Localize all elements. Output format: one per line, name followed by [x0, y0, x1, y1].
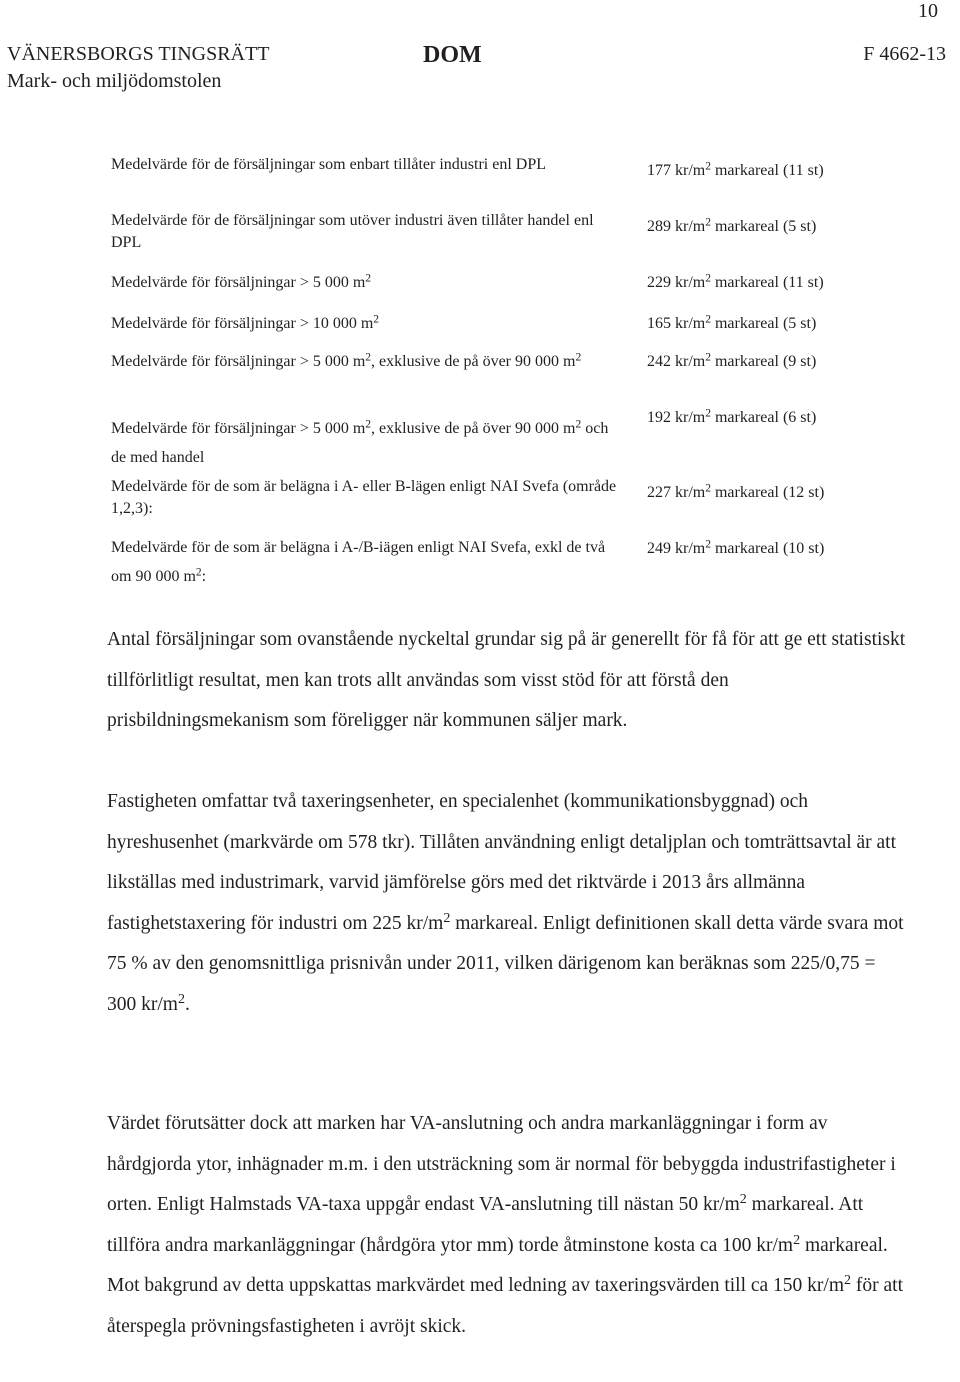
paragraph-text: Antal försäljningar som ovanstående nyckeltal grundar sig på är generellt för få för att ge ett statistiskt tillförlitligt resultat, men kan trots allt användas som visst stöd för att förstå den prisbildningsmekanism som föreligger när kommunen säljer mark. — [107, 629, 906, 731]
paragraph-valuation — [107, 1104, 907, 1347]
table-row-label: Medelvärde för försäljningar > 5 000 $m^2$ — [111, 272, 372, 291]
table-row-value: 289 $kr/m^2$ markareal (5 st) — [647, 216, 817, 235]
table-row-label: Medelvärde för de försäljningar som enbart tillåter industri enl DPL — [111, 156, 546, 173]
table-row-value: 249 $kr/m^2$ markareal (10 st) — [647, 538, 825, 557]
table-row-label: Medelvärde för försäljningar > 10 000 $m^2$ — [111, 313, 380, 332]
table-row-value: 192 $kr/m^2$ markareal (6 st) — [647, 407, 817, 426]
court-division: Mark- och miljödomstolen — [7, 70, 222, 92]
paragraph-statistics — [107, 620, 907, 742]
paragraph-property — [107, 782, 907, 1025]
page-number: 10 — [918, 0, 938, 22]
table-row-value: 165 $kr/m^2$ markareal (5 st) — [647, 313, 817, 332]
table-row-label: Medelvärde för de som är belägna i A-/B-iägen enligt NAI Svefa, exkl de två om 90 000 $m^2$: — [111, 539, 606, 585]
paragraph-text: Fastigheten omfattar två taxeringsenheter, en specialenhet (kommunikationsbyggnad) och hyreshusenhet (markvärde om 578 tkr). Tillåten användning enligt detaljplan och tomträttsavtal är att likställas med industrimark, varvid jämförelse görs med det riktvärde i 2013 års allmänna fastighetstaxering för industri om 225 $kr/m^2$ markareal. Enligt definitionen skall detta värde svara mot 75 % av den genomsnittliga prisnivån under 2011, vilken därigenom kan beräknas som 225/0,75 = 300 $kr/m^2$. — [107, 791, 904, 1015]
table-row-label: Medelvärde för de som är belägna i A- eller B-lägen enligt NAI Svefa (område 1,2,3): — [111, 478, 617, 517]
table-row-label: Medelvärde för de försäljningar som utöver industri även tillåter handel enl DPL — [111, 212, 594, 251]
table-row-value: 227 $kr/m^2$ markareal (12 st) — [647, 482, 825, 501]
paragraph-text: Värdet förutsätter dock att marken har VA-anslutning och andra markanläggningar i form av hårdgjorda ytor, inhägnader m.m. i den utsträckning som är normal för bebyggda industrifastigheter i orten. Enligt Halmstads VA-taxa uppgår endast VA-anslutning till nästan 50 $kr/m^2$ markareal. Att tillföra andra markanläggningar (hårdgöra ytor mm) torde åtminstone kosta ca 100 $kr/m^2$ markareal. Mot bakgrund av detta uppskattas markvärdet med ledning av taxeringsvärden till ca 150 $kr/m^2$ för att återspegla prövningsfastigheten i avröjt skick. — [107, 1113, 904, 1337]
case-number: F 4662-13 — [863, 43, 946, 65]
table-row-label: Medelvärde för försäljningar > 5 000 $m^2$, exklusive de på över 90 000 $m^2$ och de med handel — [111, 418, 609, 466]
table-row-value: 177 $kr/m^2$ markareal (11 st) — [647, 160, 824, 179]
table-row-label: Medelvärde för försäljningar > 5 000 $m^2$, exklusive de på över 90 000 $m^2$ — [111, 351, 582, 370]
document-type: DOM — [423, 42, 482, 68]
table-row-value: 229 $kr/m^2$ markareal (11 st) — [647, 272, 824, 291]
court-name: VÄNERSBORGS TINGSRÄTT — [7, 43, 270, 65]
table-row-value: 242 $kr/m^2$ markareal (9 st) — [647, 351, 817, 370]
